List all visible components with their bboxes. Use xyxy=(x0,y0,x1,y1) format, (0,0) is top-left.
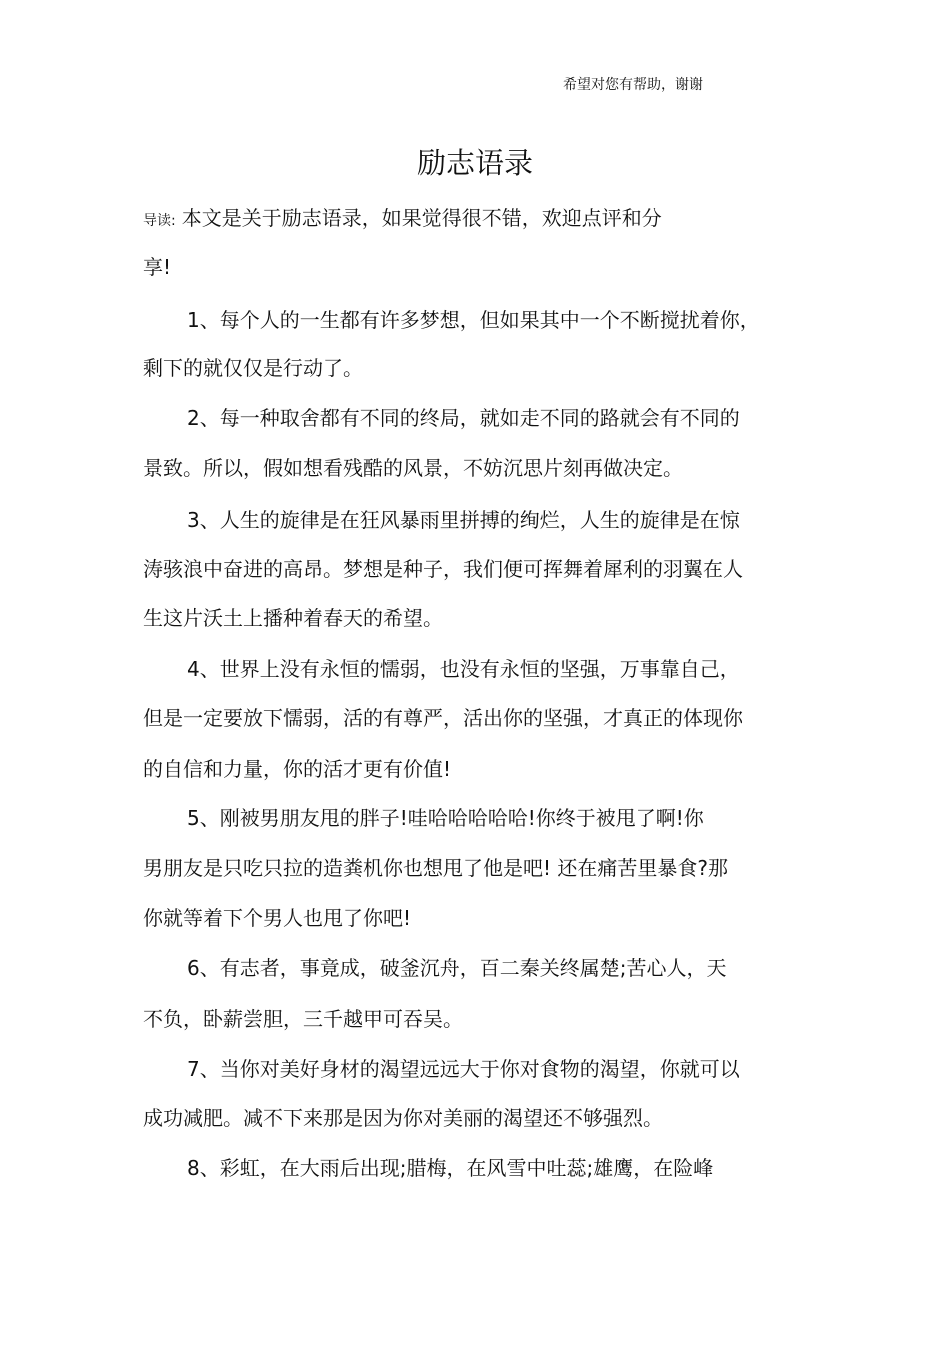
paragraph-line: 但是一定要放下懦弱，活的有尊严，活出你的坚强，才真正的体现你 xyxy=(143,706,743,730)
paragraph-line: 2、每一种取舍都有不同的终局，就如走不同的路就会有不同的 xyxy=(187,406,740,430)
paragraph-line: 1、每个人的一生都有许多梦想，但如果其中一个不断搅扰着你， xyxy=(187,308,760,332)
paragraph-line: 景致。所以，假如想看残酷的风景，不妨沉思片刻再做决定。 xyxy=(143,456,683,480)
paragraph-line: 不负，卧薪尝胆，三千越甲可吞吴。 xyxy=(143,1007,463,1031)
paragraph-line: 3、人生的旋律是在狂风暴雨里拼搏的绚烂，人生的旋律是在惊 xyxy=(187,508,740,532)
paragraph-line: 你就等着下个男人也甩了你吧! xyxy=(143,906,412,930)
paragraph-line: 成功减肥。减不下来那是因为你对美丽的渴望还不够强烈。 xyxy=(143,1106,663,1130)
paragraph-line: 8、彩虹，在大雨后出现;腊梅，在风雪中吐蕊;雄鹰，在险峰 xyxy=(187,1156,714,1180)
paragraph-line: 男朋友是只吃只拉的造粪机你也想甩了他是吧! 还在痛苦里暴食?那 xyxy=(143,856,728,880)
paragraph-line: 5、刚被男朋友甩的胖子!哇哈哈哈哈哈!你终于被甩了啊!你 xyxy=(187,806,704,830)
paragraph-line: 4、世界上没有永恒的懦弱，也没有永恒的坚强，万事靠自己， xyxy=(187,657,740,681)
intro-text-1: 本文是关于励志语录，如果觉得很不错，欢迎点评和分 xyxy=(181,206,662,230)
intro-line-2: 享! xyxy=(143,255,172,279)
paragraph-line: 生这片沃土上播种着春天的希望。 xyxy=(143,606,443,630)
header-note: 希望对您有帮助，谢谢 xyxy=(563,77,703,93)
paragraph-line: 6、有志者，事竟成，破釜沉舟，百二秦关终属楚;苦心人，天 xyxy=(187,956,727,980)
intro-label: 导读: xyxy=(143,213,176,229)
document-title: 励志语录 xyxy=(416,146,533,180)
intro-line-1 xyxy=(143,205,662,234)
paragraph-line: 的自信和力量，你的活才更有价值! xyxy=(143,757,452,781)
paragraph-line: 7、当你对美好身材的渴望远远大于你对食物的渴望，你就可以 xyxy=(187,1057,740,1081)
paragraph-line: 涛骇浪中奋进的高昂。梦想是种子，我们便可挥舞着犀利的羽翼在人 xyxy=(143,557,743,581)
paragraph-line: 剩下的就仅仅是行动了。 xyxy=(143,356,363,380)
